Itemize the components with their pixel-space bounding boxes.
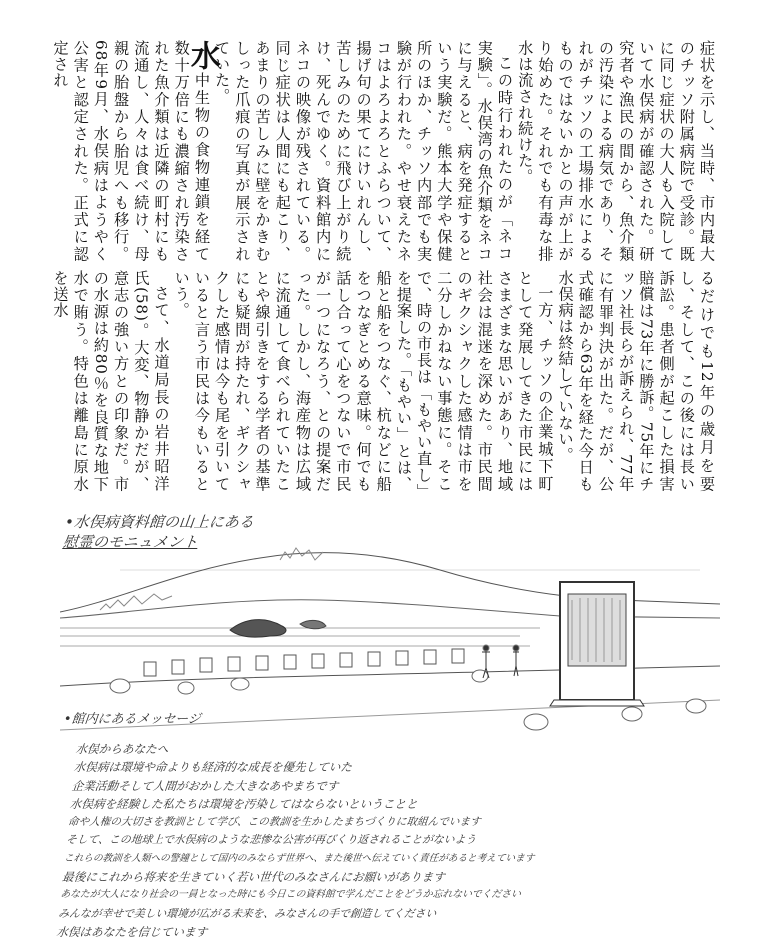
message-line: 水俣病は環境や命よりも経済的な成長を優先していた <box>72 760 353 775</box>
paragraph-upper-3 <box>50 40 220 262</box>
message-line: 水俣からあなたへ <box>74 742 170 756</box>
paragraph-upper-3-text: 中生物の食物連鎖を経て数十万倍にも濃縮され汚染された魚介類は近隣の町村にも流通し、人々は食べ続け、母親の胎盤から胎児へも移行。68年9月、水俣病はようやく公害と認定された。正式に認定され <box>51 40 211 262</box>
message-line: 企業活動そして人間がおかした大きなあやまちです <box>71 778 340 793</box>
paragraph-upper-2: この時行われたのが「ネコ実験」。水俣湾の魚介類をネコに与えると、病を発症するという実験だ。熊本大学や保健所のほか、チッソ内部でも実験が行われた。やせ衰えたネコはよろよろとふらついて、揚げ句の果てにけいれんし、苦しみのために飛び上がり続け、死んでゆく。資料館内にネコの映像が残されている。同じ症状は人間にも起こり、あまりの苦しみに壁をかきむしった爪痕の写真が展示されていた。 <box>213 40 514 262</box>
message-line: あなたが大人になり社会の一員となった時にも今日この資料館で学んだことをどうか忘れないでください <box>59 889 522 901</box>
paragraph-lower-2: 一方、チッソの企業城下町として発展してきた市民にはさまざまな思いがあり、地域社会は混迷を深めた。市民間のギクシャクした感情は市を二分しかねない事態に。そこで、時の市長は「もやい直し」を提案した。「もやい」とは、船と船をつなぐ、杭などに船をつなぎとめる意味。何でも話し合って心をつないで市民が一つになろう、との提案だった。しかし、海産物は広域に流通して食べられていたことや線引きをする学者の基準にも疑問が持たれ、ギクシャクした感情は今も尾を引いていると言う市民は今もいるという。 <box>172 270 555 492</box>
message-line: 水俣はあなたを信じています <box>55 924 208 939</box>
message-line: そして、この地球上で水俣病のような悲惨な公害が再びくり返されることがないよう <box>65 833 477 847</box>
dropcap: 水 <box>184 40 220 73</box>
sketch-caption <box>62 512 255 552</box>
message-line: これらの教訓を人類への警鐘として国内のみならず世界へ、また後世へ伝えていく責任があると考えています <box>63 852 535 864</box>
museum-message <box>55 740 546 941</box>
message-line: みんなが幸せで美しい環境が広がる未来を、みなさんの手で創造してください <box>57 906 437 920</box>
paragraph-lower-3: さて、水道局長の岩井昭洋氏(58)。大変、物静かだが、意志の強い方との印象だ。市の水源は約80％を良質な地下水で賄う。特色は離島に原水を送水 <box>51 270 171 492</box>
message-heading: •館内にあるメッセージ <box>63 712 202 727</box>
message-line: 水俣病を経験した私たちは環境を汚染してはならないということと <box>69 796 419 811</box>
caption-line-2: 慰霊のモニュメント <box>62 533 199 551</box>
message-line: 命や人権の大切さを教訓として学び、この教訓を生かしたまちづくりに取組んでいます <box>67 816 482 829</box>
paragraph-upper-1: 症状を示し、当時、市内最大のチッソ附属病院で受診。既に同じ症状の大人も入院していて水俣病が確認された。研究者や漁民の間から、魚介類の汚染による病気であり、それがチッソの工場排水によるものではないかとの声が上がり始めた。それでも有毒な排水は流され続けた。 <box>516 40 716 262</box>
message-line: 最後にこれから将来を生きていく若い世代のみなさんにお願いがあります <box>61 870 446 885</box>
article-block-upper <box>50 40 717 262</box>
paragraph-lower-1: るだけでも12年の歳月を要し、そして、この後には長い訴訟。患者側が起こした損害賠償は73年に勝訴。75年にチッソ社長らが訴えられ、77年に有罪判決が出た。だが、公式確認から63年を経た今日も水俣病は終結していない。 <box>556 270 716 492</box>
caption-line-1: •水俣病資料館の山上にある <box>64 513 255 531</box>
article-block-lower <box>50 270 717 492</box>
